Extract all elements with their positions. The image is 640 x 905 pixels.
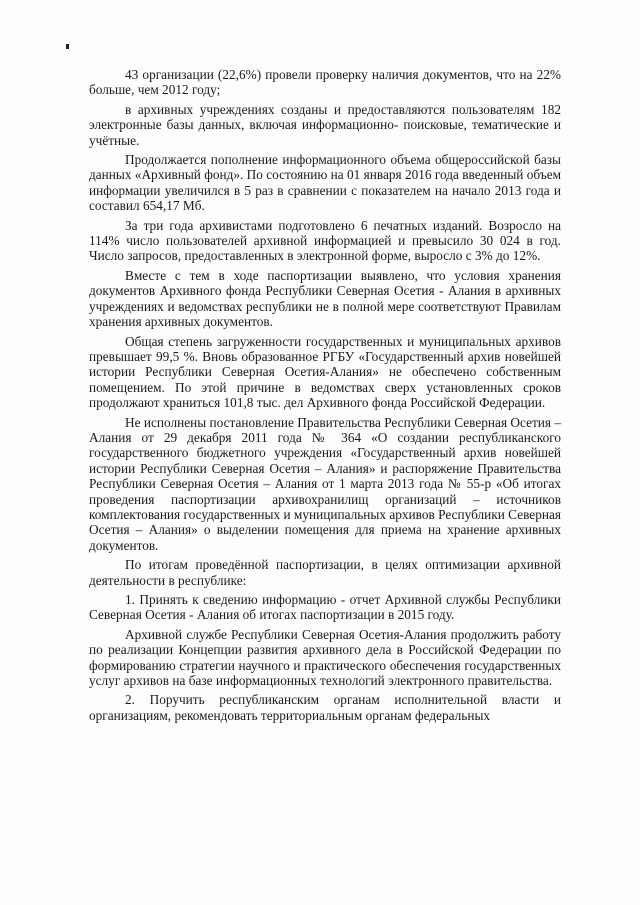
paragraph-4: За три года архивистами подготовлено 6 печатных изданий. Возросло на 114% число пользователей архивной информацией и превысило 30 024 в год. Число запросов, предоставленных в электронной форме, выросло с 3% до 12%. [89,217,561,264]
paragraph-10: Архивной службе Республики Северная Осетия-Алания продолжить работу по реализации Концепции развития архивного дела в Российской Федерации по формированию стратегии научного и практического обеспечения государственных услуг архивов на базе информационных технологий электронного правительства. [89,626,561,689]
page-mark [66,44,69,49]
paragraph-2: в архивных учреждениях созданы и предоставляются пользователям 182 электронные базы данных, включая информационно- поисковые, тематические и учётные. [89,101,561,148]
paragraph-8: По итогам проведённой паспортизации, в целях оптимизации архивной деятельности в республике: [89,557,561,588]
paragraph-5: Вместе с тем в ходе паспортизации выявлено, что условия хранения документов Архивного фонда Республики Северная Осетия - Алания в архивных учреждениях и ведомствах республики не в полной мере соответствуют Правилам хранения архивных документов. [89,267,561,330]
paragraph-1: 43 организации (22,6%) провели проверку наличия документов, что на 22% больше, чем 2012 году; [89,67,561,98]
paragraph-7: Не исполнены постановление Правительства Республики Северная Осетия – Алания от 29 декабря 2011 года № 364 «О создании республиканского государственного бюджетного учреждения «Государственный архив новейшей истории Республики Северная Осетия – Алания» и распоряжение Правительства Республики Северная Осетия – Алания от 1 марта 2013 года № 55-р «Об итогах проведения паспортизации архивохранилищ организаций – источников комплектования государственных и муниципальных архивов Республики Северная Осетия – Алания» о выделении помещения для приема на хранение архивных документов. [89,414,561,553]
paragraph-6: Общая степень загруженности государственных и муниципальных архивов превышает 99,5 %. Вновь образованное РГБУ «Государственный архив новейшей истории Республики Северная Осетия-Алания» не обеспечено собственным помещением. По этой причине в ведомствах сверх установленных сроков продолжают храниться 101,8 тыс. дел Архивного фонда Российской Федерации. [89,333,561,411]
document-body [89,67,561,727]
paragraph-11: 2. Поручить республиканским органам исполнительной власти и организациям, рекомендовать территориальным органам федеральных [89,692,561,723]
paragraph-3: Продолжается пополнение информационного объема общероссийской базы данных «Архивный фонд». По состоянию на 01 января 2016 года введенный объем информации увеличился в 5 раз в сравнении с показателем на начало 2013 года и составил 654,17 Мб. [89,152,562,214]
paragraph-9: 1. Принять к сведению информацию - отчет Архивной службы Республики Северная Осетия - Алания об итогах паспортизации в 2015 году. [89,592,561,623]
